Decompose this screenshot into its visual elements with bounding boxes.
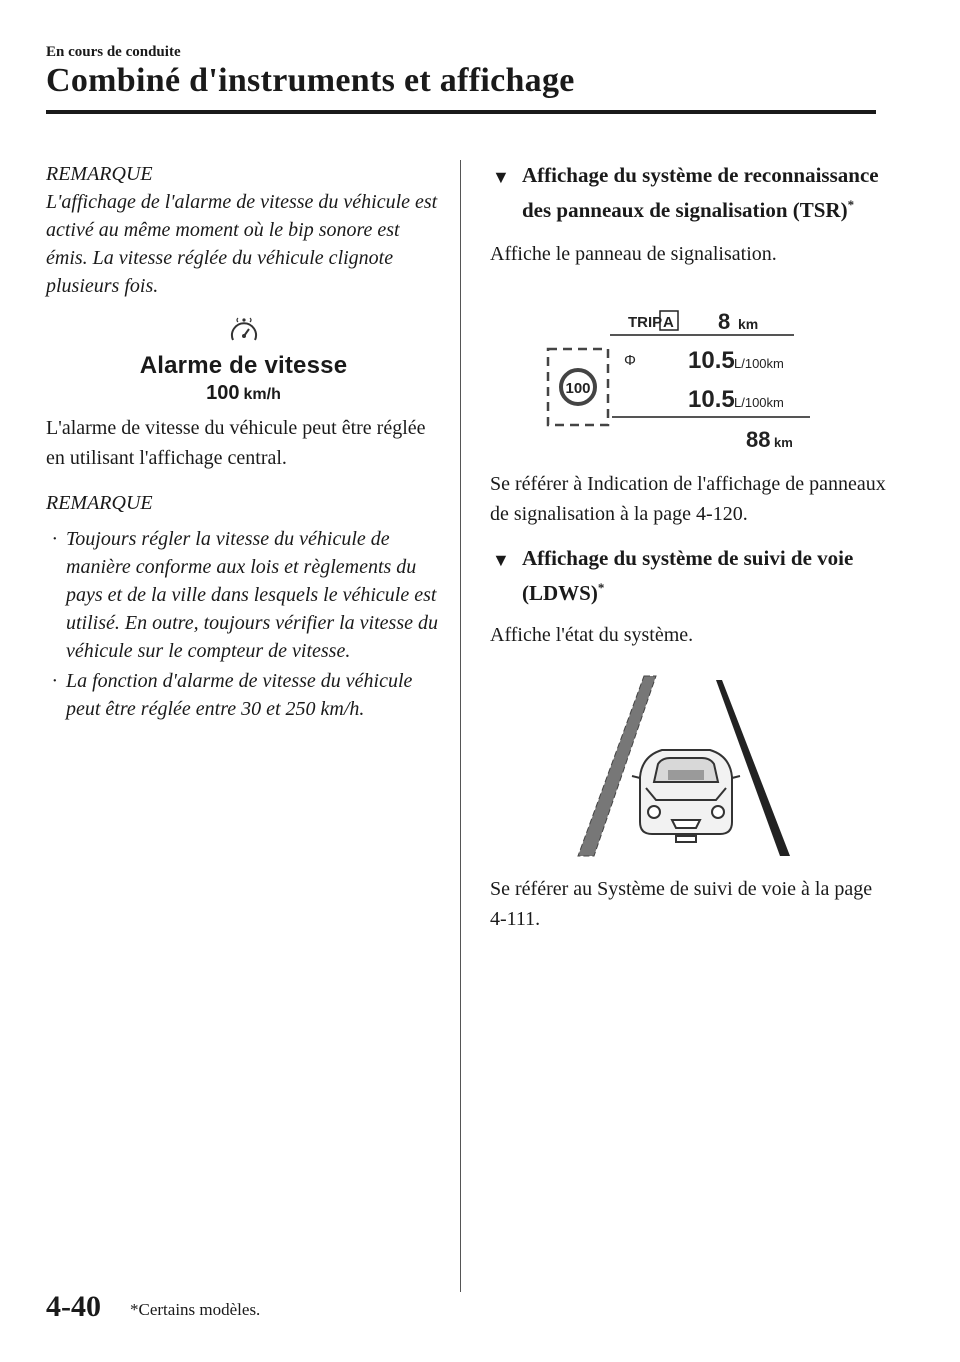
- speed-value: 100: [206, 382, 240, 404]
- page-number: 4-40: [46, 1290, 101, 1323]
- note-text: L'affichage de l'alarme de vitesse du véhicule est activé au même moment où le bip sonore est émis. La vitesse réglée du véhicule clignote plusieurs fois.: [46, 191, 438, 297]
- ldws-reference: Se référer au Système de suivi de voie à la page 4-111.: [490, 878, 873, 930]
- triangle-icon: ▼: [492, 550, 510, 570]
- range-unit: km: [774, 435, 793, 450]
- trip-value: 8: [718, 309, 731, 334]
- trip-unit: km: [738, 316, 759, 332]
- fuel-unit-2: L/100km: [734, 395, 784, 410]
- left-column: [46, 160, 441, 725]
- range-value: 88: [746, 427, 771, 452]
- trip-letter: A: [663, 314, 674, 331]
- fuel-value-2: 10.5: [688, 386, 735, 413]
- fuel-unit-1: L/100km: [734, 356, 784, 371]
- list-item: · La fonction d'alarme de vitesse du véhicule peut être réglée entre 30 et 250 km/h.: [52, 670, 413, 720]
- speed-alarm-title: Alarme de vitesse: [139, 352, 348, 379]
- tsr-heading: ▼ Affichage du système de reconnaissance des panneaux de signalisation (TSR)*: [492, 163, 879, 222]
- note-bullets: [46, 525, 441, 723]
- car-icon: [632, 750, 740, 842]
- note-label: REMARQUE: [46, 492, 153, 514]
- list-item: · Toujours régler la vitesse du véhicule de manière conforme aux lois et règlements du pays et de la ville dans lesquels le véhicule est utilisé. En outre, toujours vérifier la vitesse du véhicule sur le compteur de vitesse.: [52, 528, 438, 662]
- speed-alarm-icon: [229, 314, 259, 346]
- footer-note: *Certains modèles.: [130, 1300, 261, 1319]
- header-rule: [46, 110, 876, 114]
- speed-limit-value: 100: [565, 380, 591, 397]
- speed-unit: km/h: [243, 386, 281, 403]
- tsr-description: Affiche le panneau de signalisation.: [490, 243, 777, 265]
- note-label: REMARQUE: [46, 163, 153, 185]
- column-divider: [460, 160, 461, 1292]
- trip-label: TRIP: [628, 314, 663, 331]
- triangle-icon: ▼: [492, 167, 510, 187]
- speed-alarm-display: [46, 314, 441, 405]
- fuel-symbol: Φ: [624, 352, 636, 369]
- speed-alarm-speed: [46, 382, 441, 405]
- section-label: En cours de conduite: [46, 44, 181, 60]
- page-title: Combiné d'instruments et affichage: [46, 62, 575, 99]
- body-text: L'alarme de vitesse du véhicule peut être réglée en utilisant l'affichage central.: [46, 417, 426, 469]
- tsr-display-figure: [490, 291, 890, 461]
- tsr-reference: Se référer à Indication de l'affichage de panneaux de signalisation à la page 4-120.: [490, 473, 886, 525]
- ldws-description: Affiche l'état du système.: [490, 624, 694, 646]
- right-column: [490, 160, 890, 934]
- ldws-heading: ▼ Affichage du système de suivi de voie (LDWS)*: [492, 546, 854, 605]
- fuel-value-1: 10.5: [688, 347, 735, 374]
- ldws-display-figure: [490, 672, 890, 862]
